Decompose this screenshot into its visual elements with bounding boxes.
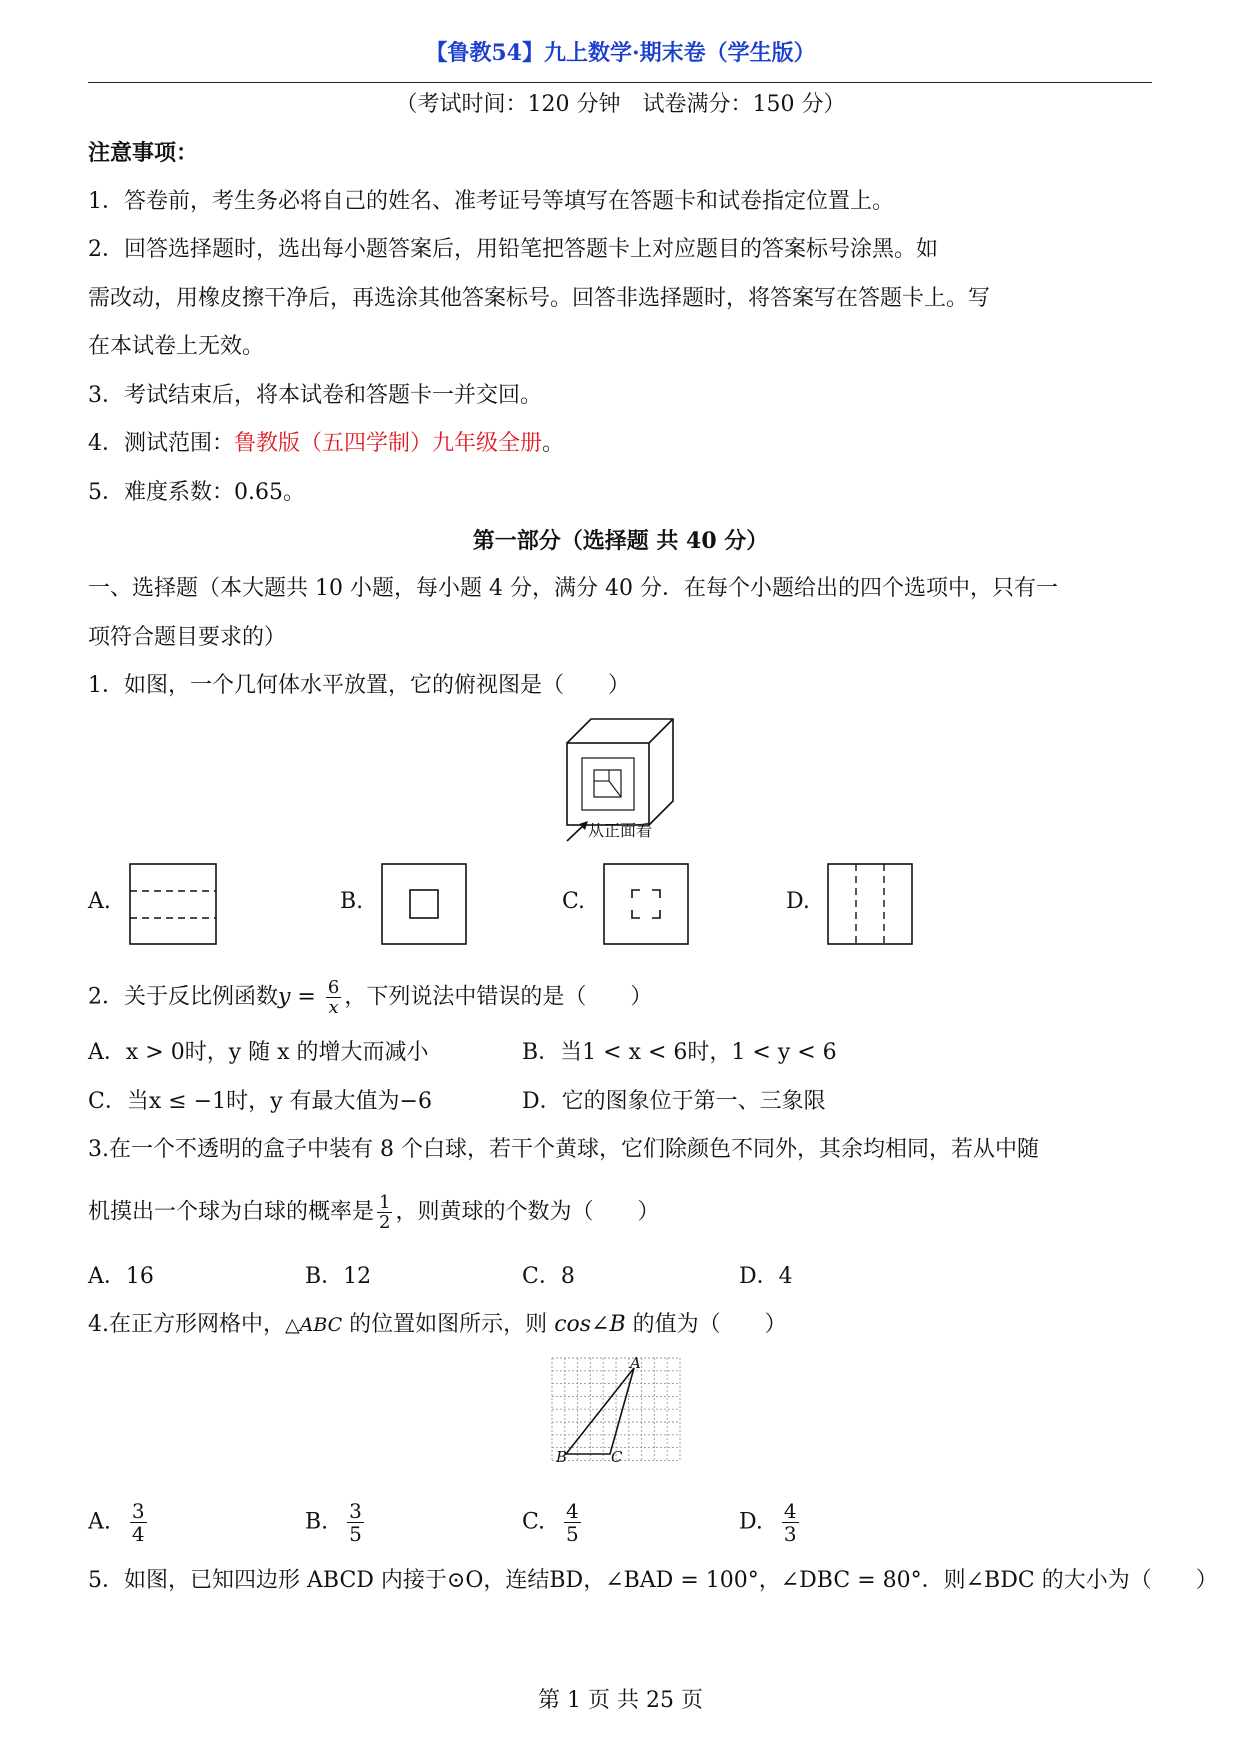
part1-title: 第一部分（选择题 共 40 分） <box>472 528 769 554</box>
cube-inner-square <box>594 770 621 797</box>
q1-stem: 1．如图，一个几何体水平放置，它的俯视图是（ ） <box>88 673 630 698</box>
page-footer: 第 1 页 共 25 页 <box>538 1688 703 1713</box>
notice-item-4-suffix: 。 <box>542 431 565 456</box>
q2-func-eq: = <box>290 984 323 1010</box>
q2-func-y: y <box>278 984 291 1010</box>
notice-item-1: 1．答卷前，考生务必将自己的姓名、准考证号等填写在答题卡和试卷指定位置上。 <box>88 189 894 214</box>
q4-cos: cos∠B <box>554 1312 626 1337</box>
q2-func-fraction <box>326 978 341 1017</box>
notice-item-2-line2: 需改动，用橡皮擦干净后，再选涂其他答案标号。回答非选择题时，将答案写在答题卡上。写 <box>88 286 991 311</box>
q1-option-a-figure <box>128 862 220 946</box>
triangle-abc <box>566 1368 634 1454</box>
q3-stem-pre: 机摸出一个球为白球的概率是 <box>88 1199 375 1225</box>
q2-option-c-label: C． <box>88 1089 127 1114</box>
q1-option-d-label: D. <box>786 889 810 914</box>
q2-option-b-label: B． <box>522 1040 561 1065</box>
q2-option-c <box>88 1087 432 1117</box>
test-range: 鲁教版（五四学制）九年级全册 <box>234 431 543 456</box>
notice-item-3: 3．考试结束后，将本试卷和答题卡一并交回。 <box>88 383 542 408</box>
cube-inner-opening <box>582 758 634 810</box>
q3-option-d: D．4 <box>739 1264 793 1289</box>
q5-stem: 5．如图，已知四边形 ABCD 内接于⊙O，连结BD，∠BAD = 100°，∠DBC = 80°．则∠BDC 的大小为（ ） <box>88 1568 1218 1593</box>
q2-option-a <box>88 1038 429 1068</box>
q2-option-a-text: x > 0时，y 随 x 的增大而减小 <box>125 1040 429 1065</box>
q4-option-a-den: 4 <box>131 1522 145 1546</box>
q4-option-a-num: 3 <box>131 1499 145 1523</box>
header-rule <box>88 82 1152 83</box>
q4-option-b-label: B. <box>305 1509 329 1535</box>
notice-item-2-line3: 在本试卷上无效。 <box>88 334 265 359</box>
q4-option-c-den: 5 <box>566 1522 579 1546</box>
q3-stem-line2 <box>88 1193 659 1232</box>
cube-front-face <box>567 743 649 825</box>
q3-frac-num: 1 <box>379 1192 391 1213</box>
notice-item-4 <box>88 429 564 459</box>
q4-stem <box>88 1310 787 1340</box>
q3-option-a: A．16 <box>88 1264 154 1289</box>
q4-stem-pre: 4.在正方形网格中， <box>88 1312 285 1337</box>
q2-stem-pre: 2．关于反比例函数 <box>88 984 278 1010</box>
q4-label-a: A <box>630 1354 641 1372</box>
q4-option-a-label: A. <box>88 1509 111 1535</box>
q2-option-b <box>522 1038 837 1068</box>
q4-stem-mid: 的位置如图所示，则 <box>342 1312 555 1337</box>
q4-option-c-fraction <box>564 1500 581 1545</box>
q3-stem-post: ，则黄球的个数为（ ） <box>395 1199 660 1225</box>
section-intro-line1: 一、选择题（本大题共 10 小题，每小题 4 分，满分 40 分．在每个小题给出的四个选项中，只有一 <box>88 576 1058 601</box>
q4-option-c <box>522 1500 584 1545</box>
q4-label-b: B <box>556 1448 568 1466</box>
q2-option-d-text: 它的图象位于第一、三象限 <box>561 1089 826 1114</box>
notice-item-5: 5．难度系数：0.65。 <box>88 480 305 505</box>
q3-option-c: C．8 <box>522 1264 575 1289</box>
q4-option-b-num: 3 <box>349 1499 362 1523</box>
q4-option-d-label: D. <box>739 1509 763 1535</box>
q4-option-b-den: 5 <box>349 1522 362 1546</box>
q2-option-c-text: 当x ≤ −1时，y 有最大值为−6 <box>126 1089 432 1114</box>
q2-option-a-label: A． <box>88 1040 126 1065</box>
notice-heading: 注意事项： <box>88 140 199 166</box>
q2-stem-post: ，下列说法中错误的是（ ） <box>344 984 653 1010</box>
q1-view-label: 从正面看 <box>588 821 653 840</box>
q3-fraction <box>377 1193 392 1232</box>
q4-option-a-fraction <box>130 1500 147 1545</box>
q2-func-den: x <box>328 997 339 1018</box>
q1-option-c-figure <box>602 862 690 946</box>
q3-stem-line1: 3.在一个不透明的盒子中装有 8 个白球，若干个黄球，它们除颜色不同外，其余均相同，若从中随 <box>88 1137 1039 1162</box>
q4-option-c-num: 4 <box>566 1499 579 1523</box>
section-intro-line2: 项符合题目要求的） <box>88 625 287 650</box>
q2-option-b-text: 当1 < x < 6时，1 < y < 6 <box>560 1040 837 1065</box>
q1-option-b-figure <box>380 862 468 946</box>
q2-func-num: 6 <box>327 977 340 998</box>
notice-item-4-prefix: 4．测试范围： <box>88 431 234 456</box>
q4-option-b-fraction <box>347 1500 364 1545</box>
q1-option-d-figure <box>826 862 914 946</box>
q4-option-d-num: 4 <box>783 1499 797 1523</box>
page-header-title: 【鲁教54】九上数学·期末卷（学生版） <box>425 40 816 66</box>
q4-option-d <box>739 1500 802 1545</box>
q1-option-a-label: A. <box>88 889 111 914</box>
q4-stem-post: 的值为（ ） <box>625 1312 787 1337</box>
q2-option-d <box>522 1087 826 1117</box>
q4-option-b <box>305 1500 367 1545</box>
q4-option-d-fraction <box>782 1500 799 1545</box>
q4-option-d-den: 3 <box>783 1522 797 1546</box>
q4-option-c-label: C. <box>522 1509 546 1535</box>
exam-info: （考试时间：120 分钟 试卷满分：150 分） <box>395 92 846 117</box>
q1-option-c-label: C. <box>562 889 586 914</box>
q2-option-d-label: D． <box>522 1089 562 1114</box>
q4-triangle: △ABC <box>285 1314 343 1336</box>
q2-stem <box>88 978 652 1017</box>
q4-option-a <box>88 1500 150 1545</box>
q1-option-b-label: B. <box>340 889 364 914</box>
q4-label-c: C <box>611 1448 623 1466</box>
notice-item-2-line1: 2．回答选择题时，选出每小题答案后，用铅笔把答题卡上对应题目的答案标号涂黑。如 <box>88 237 938 262</box>
q3-option-b: B．12 <box>305 1264 372 1289</box>
q3-frac-den: 2 <box>379 1212 391 1233</box>
